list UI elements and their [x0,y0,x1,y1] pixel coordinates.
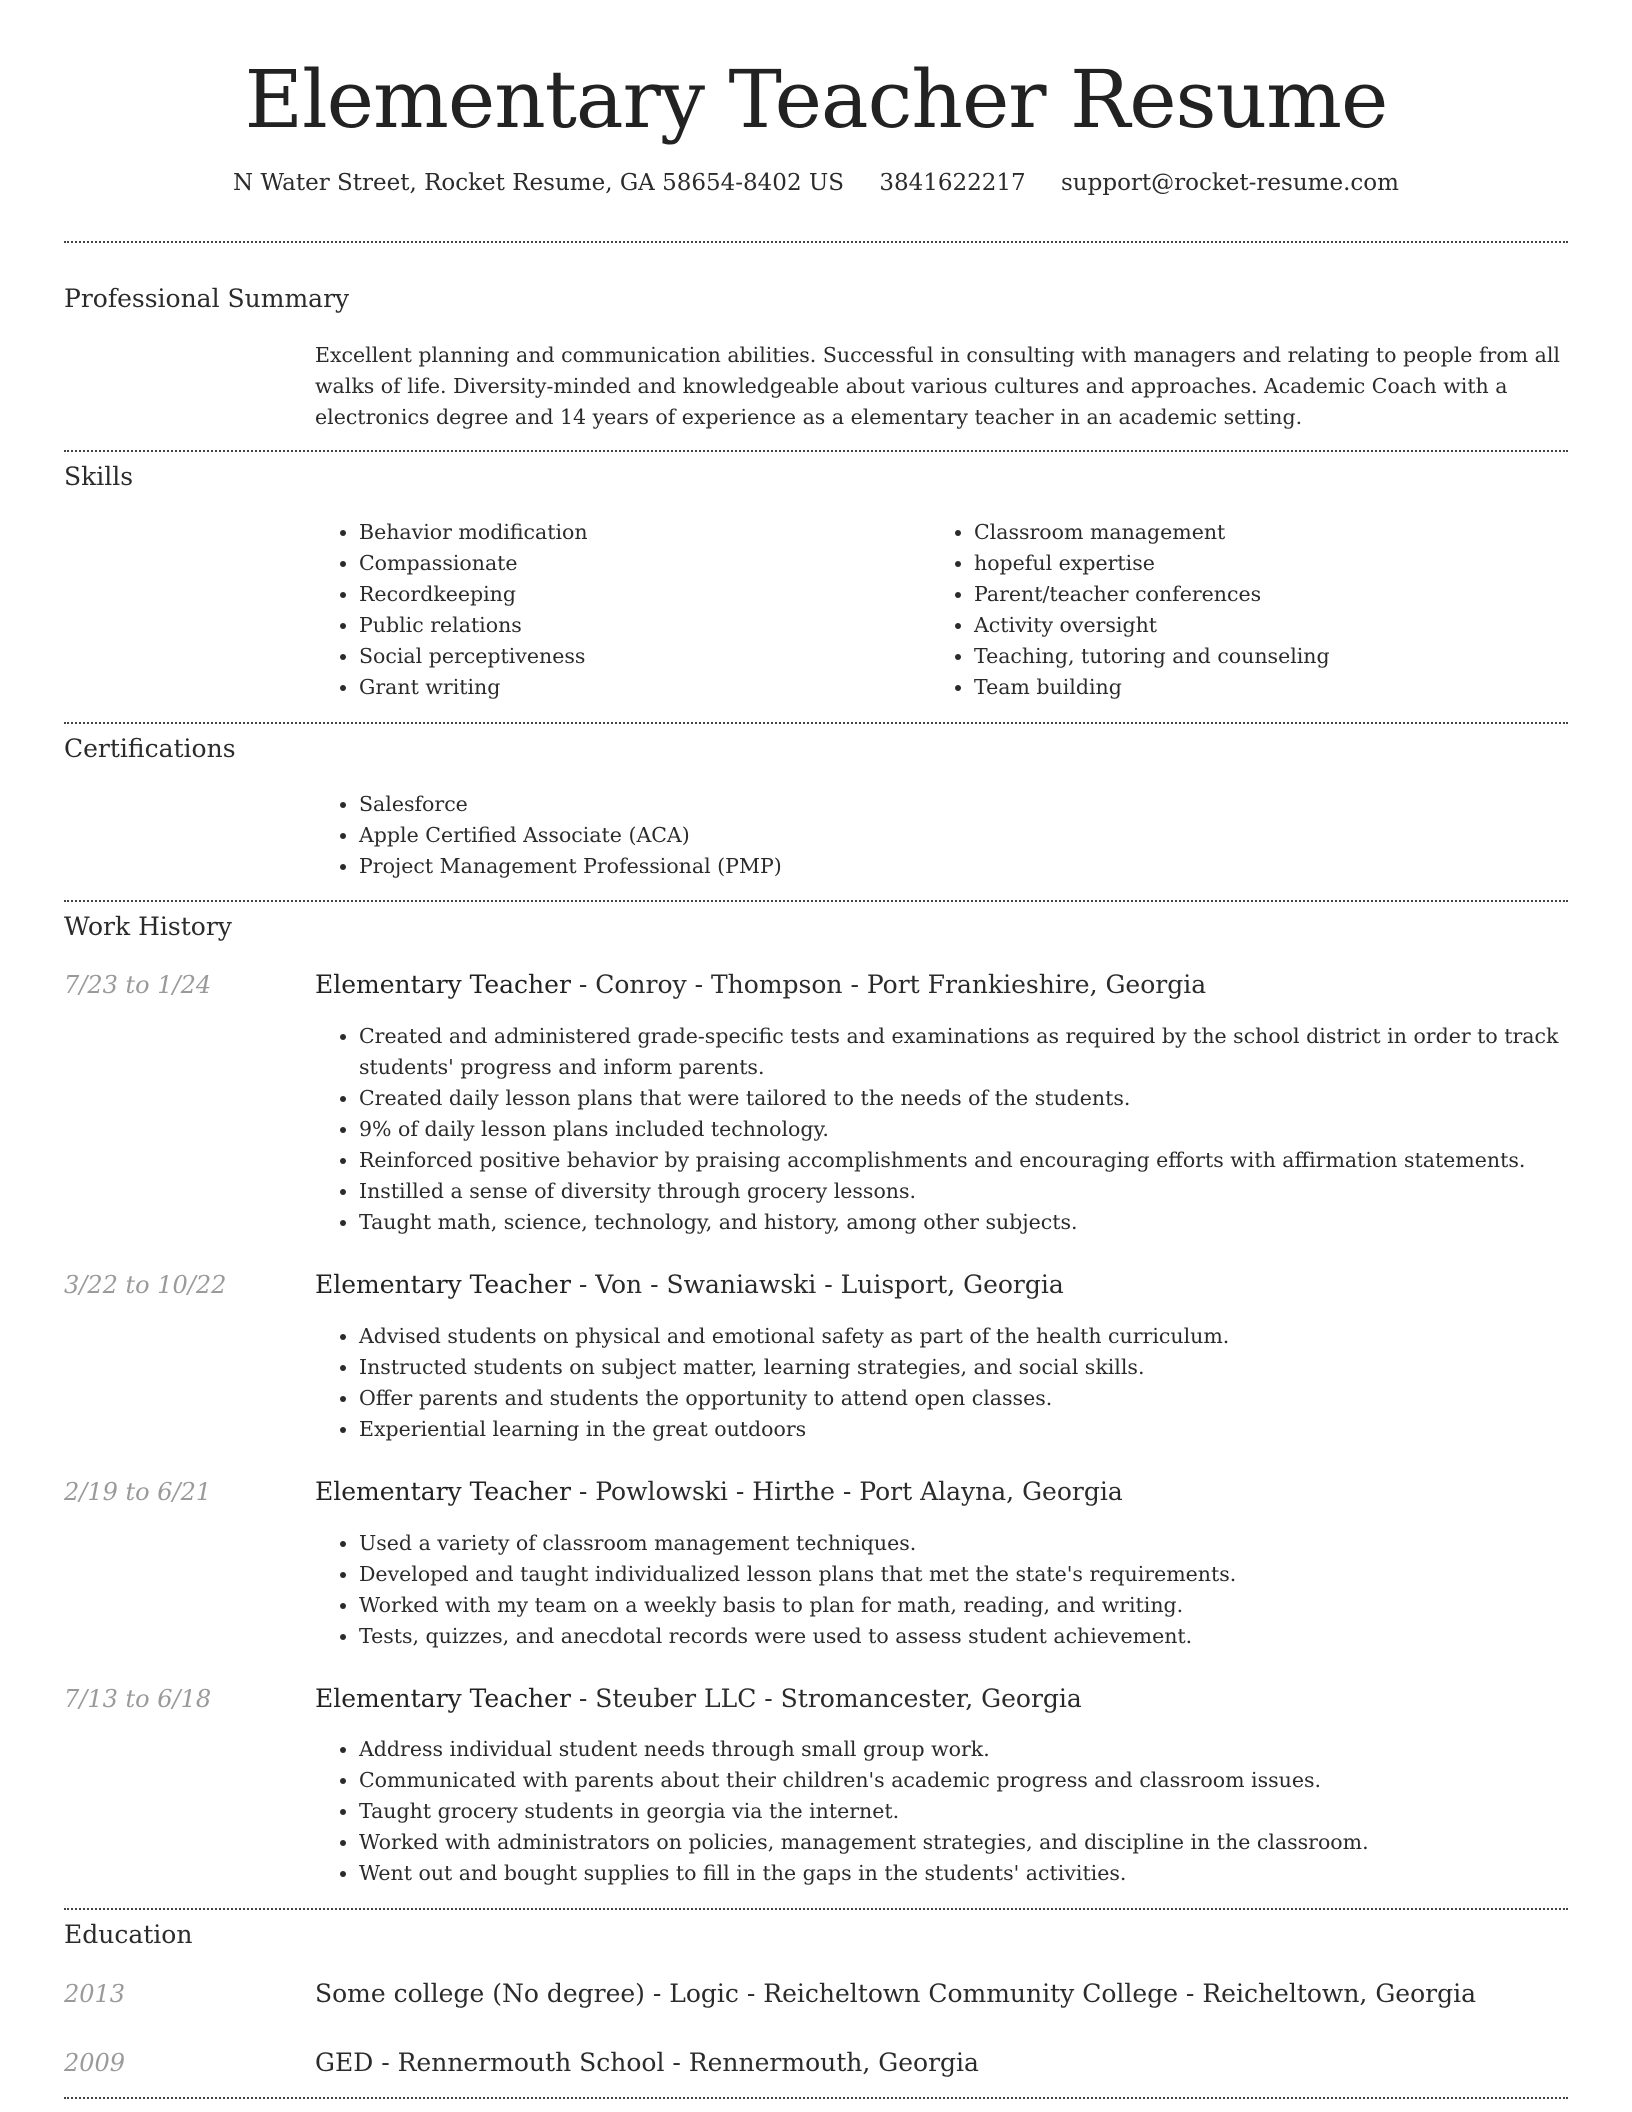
skills-section [315,517,1565,707]
skill-item: • Parent/teacher conferences [974,579,1574,610]
job-bullet: • Instilled a sense of diversity through grocery lessons. [359,1176,1565,1207]
skill-item: • Compassionate [359,548,959,579]
education-heading: Education [64,1920,193,1949]
divider [64,2097,1568,2099]
job-dates: 3/22 to 10/22 [64,1271,227,1299]
summary-section [315,340,1565,433]
job-employer: - Steuber LLC - Stromancester, Georgia [570,1684,1082,1713]
job-bullet: • Taught math, science, technology, and history, among other subjects. [359,1207,1565,1238]
skill-item: • Recordkeeping [359,579,959,610]
job-bullet: • Created daily lesson plans that were tailored to the needs of the students. [359,1083,1565,1114]
job-duties [315,1021,1565,1238]
summary-heading: Professional Summary [64,284,350,313]
certifications-section [315,789,1565,882]
job-bullet-list [315,1734,1565,1889]
job-bullet: • Worked with administrators on policies, management strategies, and discipline in the classroom. [359,1827,1565,1858]
job-bullet: • Created and administered grade-specific tests and examinations as required by the school district in order to track students' progress and inform parents. [359,1021,1565,1083]
job-dates: 2/19 to 6/21 [64,1478,212,1506]
skill-item: • Activity oversight [974,610,1574,641]
certifications-heading: Certifications [64,734,236,763]
job-employer: - Von - Swaniawski - Luisport, Georgia [570,1270,1064,1299]
skill-item: • Public relations [359,610,959,641]
skills-list-right [930,517,1574,703]
job-bullet: • Used a variety of classroom management techniques. [359,1528,1565,1559]
job-header [315,1477,1123,1506]
skills-list-left [315,517,959,703]
job-bullet: • Reinforced positive behavior by praising accomplishments and encouraging efforts with affirmation statements. [359,1145,1565,1176]
job-bullet: • Tests, quizzes, and anecdotal records were used to assess student achievement. [359,1621,1565,1652]
job-duties [315,1528,1565,1652]
divider [64,450,1568,452]
resume-title: Elementary Teacher Resume [244,53,1388,146]
contact-email[interactable]: support@rocket-resume.com [1061,170,1399,196]
divider [64,1908,1568,1910]
certification-item: • Apple Certified Associate (ACA) [359,820,1565,851]
certification-item: • Salesforce [359,789,1565,820]
job-employer: - Conroy - Thompson - Port Frankieshire, Georgia [570,970,1207,999]
job-employer: - Powlowski - Hirthe - Port Alayna, Georgia [570,1477,1123,1506]
job-duties [315,1734,1565,1889]
job-bullet-list [315,1528,1565,1652]
job-bullet: • Address individual student needs through small group work. [359,1734,1565,1765]
contact-line [0,170,1632,196]
job-duties [315,1321,1565,1445]
skill-item: • Team building [974,672,1574,703]
job-bullet: • Offer parents and students the opportunity to attend open classes. [359,1383,1565,1414]
job-bullet: • Worked with my team on a weekly basis to plan for math, reading, and writing. [359,1590,1565,1621]
job-bullet: • Instructed students on subject matter, learning strategies, and social skills. [359,1352,1565,1383]
divider [64,900,1568,902]
divider [64,241,1568,243]
job-bullet: • Developed and taught individualized lesson plans that met the state's requirements. [359,1559,1565,1590]
skill-item: • Behavior modification [359,517,959,548]
job-title: Elementary Teacher [315,1270,571,1299]
education-entry: Some college (No degree) - Logic - Reicheltown Community College - Reicheltown, Georgia [315,1979,1476,2008]
job-bullet-list [315,1321,1565,1445]
summary-text: Excellent planning and communication abilities. Successful in consulting with managers and relating to people from all walks of life. Diversity-minded and knowledgeable about various cultures and approaches. Academic Coach with a electronics degree and 14 years of experience as a elementary teacher in an academic setting. [315,343,1560,429]
education-year: 2013 [64,1980,126,2008]
job-bullet: • 9% of daily lesson plans included technology. [359,1114,1565,1145]
job-header [315,1684,1082,1713]
job-header [315,970,1206,999]
skill-item: • Grant writing [359,672,959,703]
skill-item: • hopeful expertise [974,548,1574,579]
job-header [315,1270,1064,1299]
job-title: Elementary Teacher [315,1477,571,1506]
education-year: 2009 [64,2049,126,2077]
job-bullet: • Experiential learning in the great outdoors [359,1414,1565,1445]
skill-item: • Social perceptiveness [359,641,959,672]
contact-phone: 3841622217 [879,170,1026,196]
job-bullet: • Taught grocery students in georgia via the internet. [359,1796,1565,1827]
job-bullet-list [315,1021,1565,1238]
job-title: Elementary Teacher [315,970,571,999]
certifications-list [315,789,1565,882]
job-bullet: • Advised students on physical and emotional safety as part of the health curriculum. [359,1321,1565,1352]
contact-address: N Water Street, Rocket Resume, GA 58654-8402 US [233,170,845,196]
skill-item: • Classroom management [974,517,1574,548]
work-history-heading: Work History [64,912,232,941]
certification-item: • Project Management Professional (PMP) [359,851,1565,882]
job-title: Elementary Teacher [315,1684,571,1713]
job-bullet: • Went out and bought supplies to fill in the gaps in the students' activities. [359,1858,1565,1889]
job-dates: 7/23 to 1/24 [64,971,212,999]
education-entry: GED - Rennermouth School - Rennermouth, Georgia [315,2048,979,2077]
job-bullet: • Communicated with parents about their children's academic progress and classroom issues. [359,1765,1565,1796]
job-dates: 7/13 to 6/18 [64,1685,212,1713]
skills-heading: Skills [64,462,134,491]
skill-item: • Teaching, tutoring and counseling [974,641,1574,672]
divider [64,722,1568,724]
